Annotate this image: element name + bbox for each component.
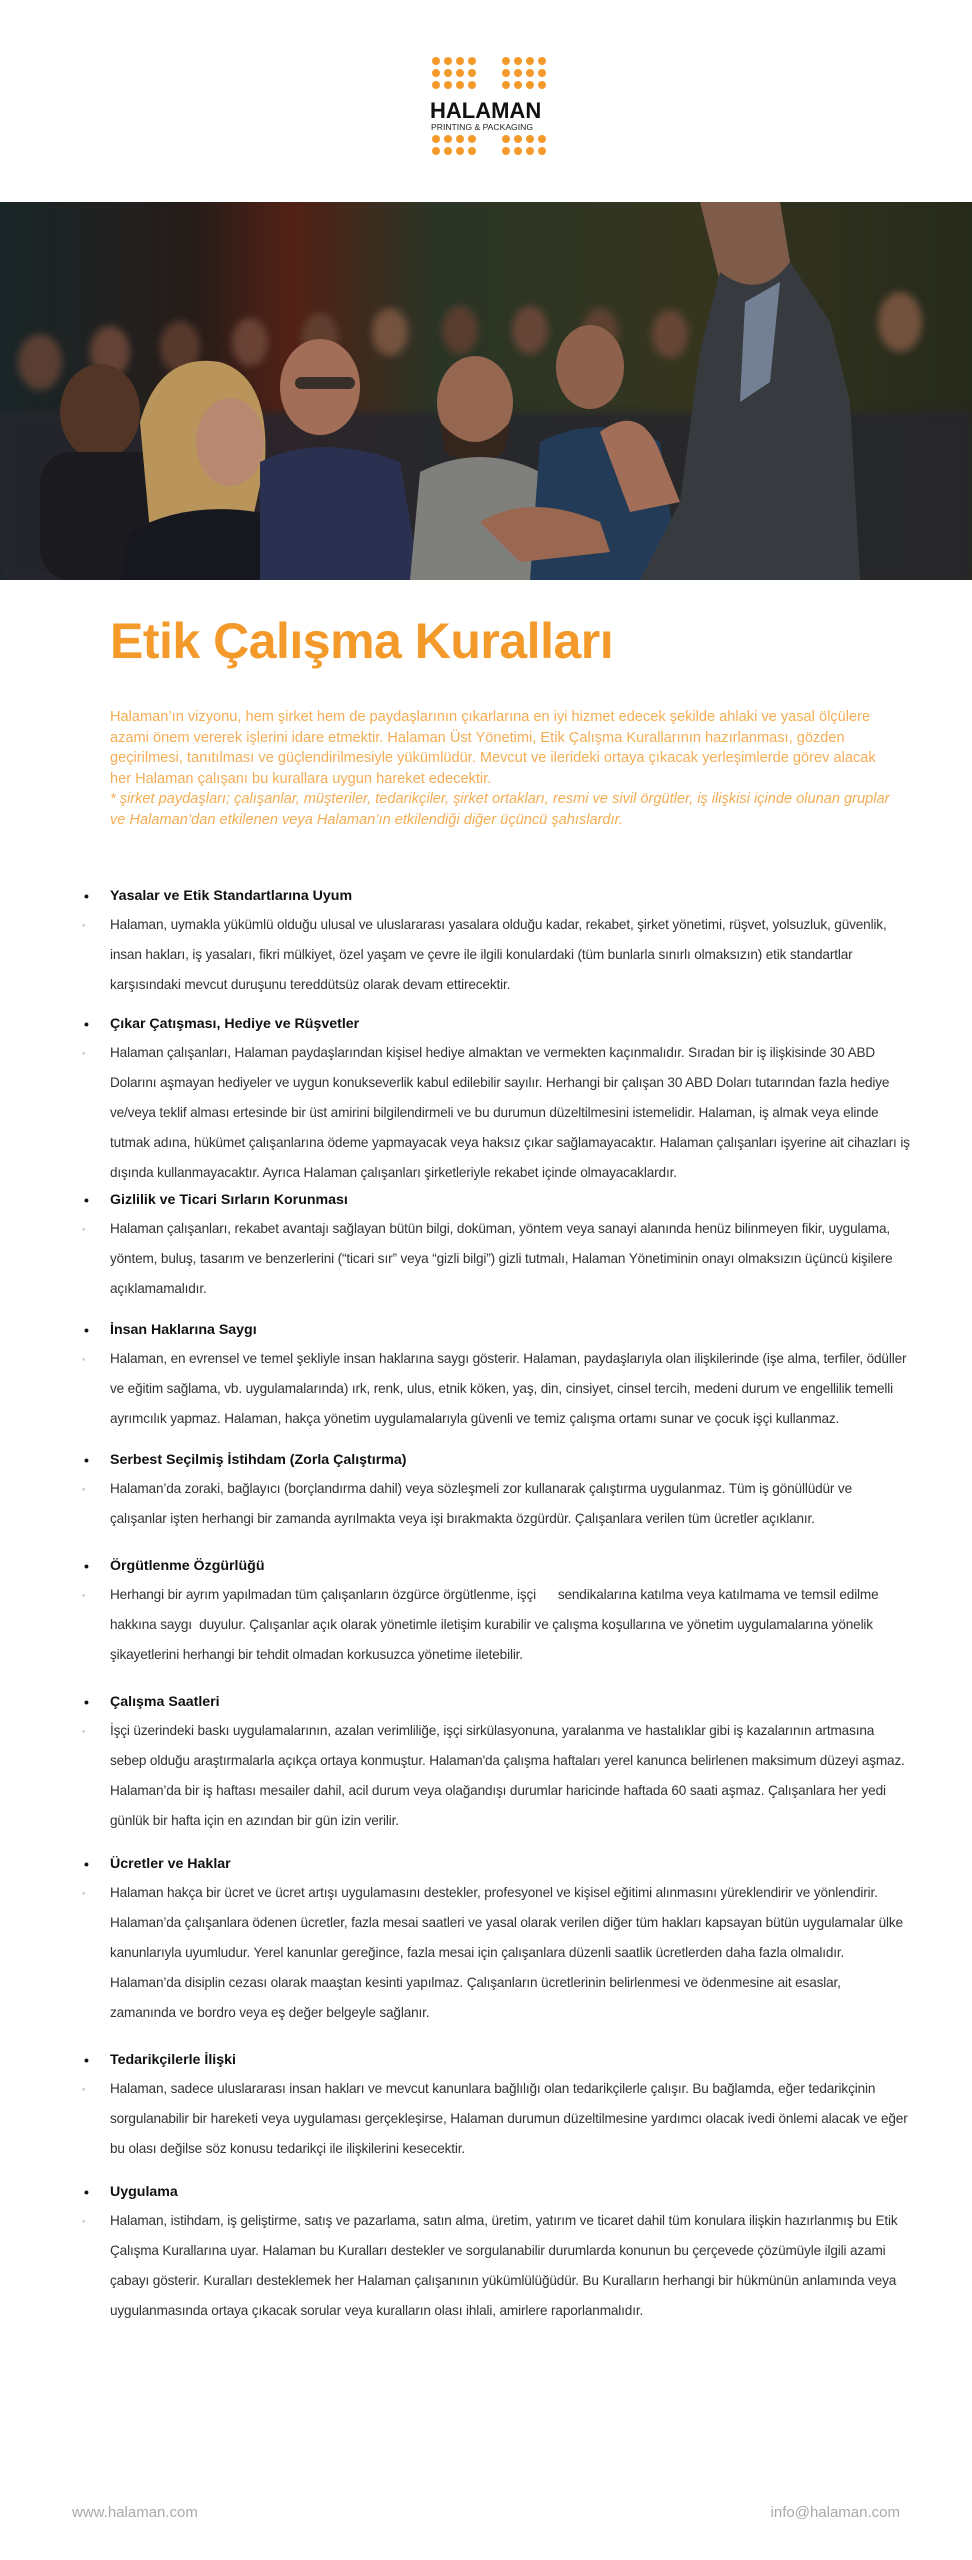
section-body [80,910,910,1000]
section-heading [80,1190,910,1210]
section-body-text: Halaman, istihdam, iş geliştirme, satış ve pazarlama, satın alma, üretim, yatırım ve ticaret dahil tüm konulara ilişkin hazırlanmış bu Etik Çalışma Kurallarına uyar. Halaman bu Kuralları destekler ve sorgulanabilir durumlarda konunun bu çerçevede çözümüyle ilgili azami çabayı gösterir. Kuralları desteklemek her Halaman çalışanının yükümlülüğüdür. Bu Kuralların herhangi bir hükmünün anlamında veya uygulanmasında ortaya çıkacak sorular veya kuralların olası ihlali, amirlere raporlanmalıdır. [110,2213,898,2318]
section-body [80,1038,910,1188]
section-freely-chosen-employment [80,1450,910,1534]
logo-tagline: PRINTING & PACKAGING [431,122,534,132]
circle-bullet-icon: ◦ [82,1726,86,1736]
section-heading [80,1854,910,1874]
audience-illustration [0,202,972,580]
logo-dots-bottom-right [502,135,547,155]
intro-block [110,707,890,830]
section-body-text: Halaman çalışanları, rekabet avantajı sağlayan bütün bilgi, doküman, yöntem veya sanayi alanında henüz bilinmeyen fikir, uygulama, yöntem, buluş, tasarım ve benzerlerini (“ticari sır” veya “gizli bilgi”) gizli tutmalı, Halaman Yönetiminin onayı olmaksızın üçüncü kişilere açıklamamalıdır. [110,1221,893,1296]
logo-wordmark: HALAMAN [430,98,542,123]
bullet-icon: • [84,1016,89,1032]
section-body-text: Halaman, en evrensel ve temel şekliyle insan haklarına saygı gösterir. Halaman, paydaşlarıyla olan ilişkilerinde (işe alma, terfiler, ödüller ve eğitim sağlama, vb. uygulamalarında) ırk, renk, ulus, etnik köken, yaş, din, cinsiyet, cinsel tercih, medeni durum ve engellilik temelli ayrımcılık yapmaz. Halaman, hakça yönetim uygulamalarıyla güvenli ve temiz çalışma ortamı sunar ve çocuk işçi kullanmaz. [110,1351,907,1426]
bullet-icon: • [84,1856,89,1872]
intro-paragraph: Halaman’ın vizyonu, hem şirket hem de paydaşlarının çıkarlarına en iyi hizmet edecek şekilde ahlaki ve yasal ölçülere azami önem vererek işlerini idare etmektir. Halaman Üst Yönetimi, Etik Çalışma Kurallarının hazırlanması, gözden geçirilmesi, tanıtılması ve güçlendirilmesiyle yükümlüdür. Mevcut ve ilerideki ortaya çıkacak yerleşimlerde görev alacak her Halaman çalışanı bu kurallara uygun hareket edecektir. [110,709,876,787]
section-body [80,1474,910,1534]
section-heading-text: Uygulama [110,2184,178,2200]
section-heading [80,1014,910,1034]
bullet-icon: • [84,1452,89,1468]
hero-photo [0,202,972,580]
section-body-text: Halaman’da zoraki, bağlayıcı (borçlandırma dahil) veya sözleşmeli zor kullanarak çalıştırma uygulanmaz. Tüm iş gönüllüdür ve çalışanlar işten herhangi bir zamanda ayrılmakta veya işi bırakmakta özgürdür. Çalışanlara verilen tüm ücretler açıklanır. [110,1481,852,1526]
section-supplier-relations [80,2050,910,2164]
circle-bullet-icon: ◦ [82,2216,86,2226]
intro-note: * şirket paydaşları; çalışanlar, müşteriler, tedarikçiler, şirket ortakları, resmi ve sivil örgütler, iş ilişkisi içinde olunan gruplar ve Halaman’dan etkilenen veya Halaman’ın etkilendiği diğer üçüncü şahıslardır. [110,791,890,828]
section-freedom-of-association [80,1556,910,1670]
circle-bullet-icon: ◦ [82,1224,86,1234]
section-laws-compliance [80,886,910,1000]
section-heading [80,1450,910,1470]
circle-bullet-icon: ◦ [82,1484,86,1494]
bullet-icon: • [84,1558,89,1574]
section-heading-text: Çalışma Saatleri [110,1694,220,1710]
section-body [80,1214,910,1304]
bullet-icon: • [84,2052,89,2068]
section-working-hours [80,1692,910,1836]
section-human-rights [80,1320,910,1434]
section-body-text: Halaman, uymakla yükümlü olduğu ulusal ve uluslararası yasalara olduğu kadar, rekabet, şirket yönetimi, rüşvet, yolsuzluk, güvenlik, insan hakları, iş yasaları, fikri mülkiyet, özel yaşam ve çevre ile ilgili konulardaki (tüm bunlarla sınırlı olmaksızın) etik standartlar karşısındaki mevcut duruşunu tereddütsüz olarak devam ettirecektir. [110,917,887,992]
section-conflict-of-interest [80,1014,910,1188]
section-heading-text: Örgütlenme Özgürlüğü [110,1558,265,1574]
section-body-text: İşçi üzerindeki baskı uygulamalarının, azalan verimliliğe, işçi sirkülasyonuna, yaralanma ve hastalıklar gibi iş kazalarının artmasına sebep olduğu araştırmalarla açıkça ortaya konmuştur. Halaman'da çalışma haftaları yerel kanunca belirlenen maksimum düzeyi aşmaz. Halaman’da bir iş haftası mesailer dahil, acil durum veya olağandışı durumlar haricinde haftada 60 saati aşmaz. Çalışanlara her yedi günlük bir hafta için en azından bir gün izin verilir. [110,1723,905,1828]
section-confidentiality [80,1190,910,1304]
section-body [80,1716,910,1836]
page-title: Etik Çalışma Kuralları [110,613,614,669]
section-heading-text: Gizlilik ve Ticari Sırların Korunması [110,1192,348,1208]
section-heading [80,1320,910,1340]
section-implementation [80,2182,910,2326]
bullet-icon: • [84,2184,89,2200]
section-heading-text: Yasalar ve Etik Standartlarına Uyum [110,888,353,904]
bullet-icon: • [84,1322,89,1338]
circle-bullet-icon: ◦ [82,1888,86,1898]
section-heading-text: Tedarikçilerle İlişki [110,2052,236,2068]
section-heading-text: Serbest Seçilmiş İstihdam (Zorla Çalıştırma) [110,1452,407,1468]
section-heading [80,886,910,906]
section-wages-benefits [80,1854,910,2028]
section-heading-text: Çıkar Çatışması, Hediye ve Rüşvetler [110,1016,360,1032]
logo-dots-top-right [502,57,547,89]
circle-bullet-icon: ◦ [82,1048,86,1058]
section-heading [80,2050,910,2070]
footer-email-link[interactable]: info@halaman.com [770,2504,900,2521]
section-body-text: Halaman hakça bir ücret ve ücret artışı uygulamasını destekler, profesyonel ve kişisel eğitimi alınmasını yüreklendirir ve yönlendirir. Halaman’da çalışanlara ödenen ücretler, fazla mesai saatleri ve yasal olarak verilen diğer tüm hakları kapsayan bütün uygulamalar ülke kanunlarıyla uyumludur. Yerel kanunlar gereğince, fazla mesai için çalışanlara düzenli saatlik ücretlerden daha fazla olmalıdır. Halaman’da disiplin cezası olarak maaştan kesinti yapılmaz. Çalışanların ücretlerinin belirlenmesi ve ödenmesine ait esaslar, zamanında ve bordro veya eş değer belgeyle sağlanır. [110,1885,903,2020]
halaman-logo[interactable] [430,57,542,157]
section-heading [80,1556,910,1576]
section-heading-text: Ücretler ve Haklar [110,1856,231,1872]
section-heading [80,1692,910,1712]
sections-list [80,886,910,2326]
section-body-text: Halaman, sadece uluslararası insan hakları ve mevcut kanunlara bağlılığı olan tedarikçilerle çalışır. Bu bağlamda, eğer tedarikçinin sorgulanabilir bir hareketi veya uygulaması gerçekleşirse, Halaman durumun düzeltilmesine yardımcı olacak ivedi önlemi alacak ve eğer bu olası değilse söz konusu tedarikçi ile ilişkilerini kesecektir. [110,2081,908,2156]
circle-bullet-icon: ◦ [82,2084,86,2094]
logo-dots-top-left [432,57,477,89]
bullet-icon: • [84,888,89,904]
section-body [80,2074,910,2164]
bullet-icon: • [84,1694,89,1710]
section-body-text: Herhangi bir ayrım yapılmadan tüm çalışanların özgürce örgütlenme, işçi sendikalarına katılma veya katılmama ve temsil edilme hakkına saygı duyulur. Çalışanlar açık olarak yönetimle iletişim kurabilir ve çalışma koşullarına ve yönetim uygulamalarına yönelik şikayetlerini herhangi bir tehdit olmadan korkusuzca yönetime iletebilir. [110,1587,883,1662]
circle-bullet-icon: ◦ [82,920,86,930]
section-body-text: Halaman çalışanları, Halaman paydaşlarından kişisel hediye almaktan ve vermekten kaçınmalıdır. Sıradan bir iş ilişkisinde 30 ABD Dolarını aşmayan hediyeler ve uygun konukseverlik kabul edilebilir sayılır. Herhangi bir çalışan 30 ABD Doları tutarından fazla hediye ve/veya teklif alması ertesinde bir üst amirini bilgilendirmeli ve bu durumun düzeltilmesini istemelidir. Halaman, iş almak veya elinde tutmak adına, hükümet çalışanlarına ödeme yapmayacak veya haksız çıkar sağlamayacaktır. Halaman çalışanları işyerine ait cihazları iş dışında kullanmayacaktır. Ayrıca Halaman çalışanları şirketleriyle rekabet içinde olmayacaklardır. [110,1045,910,1180]
footer-website-link[interactable]: www.halaman.com [72,2504,198,2521]
section-body [80,1580,910,1670]
circle-bullet-icon: ◦ [82,1354,86,1364]
section-body [80,2206,910,2326]
section-heading [80,2182,910,2202]
section-body [80,1344,910,1434]
section-body [80,1878,910,2028]
circle-bullet-icon: ◦ [82,1590,86,1600]
section-heading-text: İnsan Haklarına Saygı [110,1322,257,1338]
bullet-icon: • [84,1192,89,1208]
logo-dots-bottom-left [432,135,477,155]
